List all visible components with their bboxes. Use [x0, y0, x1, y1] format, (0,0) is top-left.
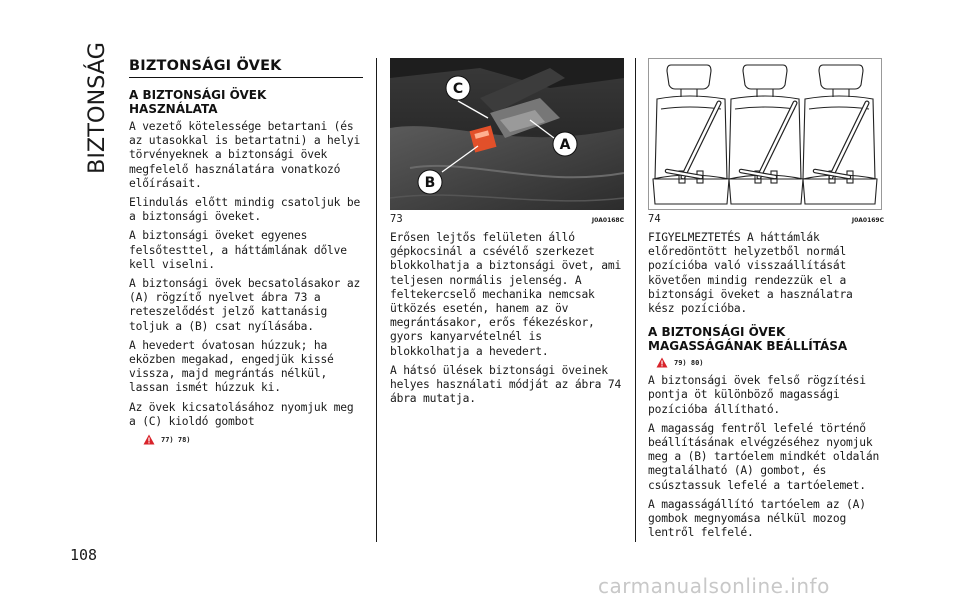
warning-refs: 79) 80): [674, 358, 704, 367]
figure-73-seatbelt-buckle: [390, 58, 624, 210]
callout-label-a: A: [559, 137, 571, 153]
subsection-title-line1: A BIZTONSÁGI ÖVEK: [129, 88, 267, 102]
warning-reference: [143, 434, 363, 445]
figure-caption: [390, 213, 624, 225]
paragraph: A magasság fentről lefelé történő beállításának elvégzéséhez nyomjuk meg a (B) tartóelem mindkét oldalán megtalálható (A) gombot, és csúsztassuk lefelé a tartóelemet.: [648, 421, 880, 492]
warning-triangle-icon: [656, 357, 668, 368]
column-1: [129, 58, 363, 445]
subsection-title-line1: A BIZTONSÁGI ÖVEK: [648, 325, 786, 340]
warning-triangle-icon: [143, 434, 155, 445]
paragraph: Az övek kicsatolásához nyomjuk meg a (C) kioldó gombot: [129, 400, 354, 428]
warning-refs: 77) 78): [161, 435, 191, 444]
figure-code: J0A0168C: [591, 217, 624, 224]
seatbelt-buckle-photo: [390, 58, 624, 210]
figure-number: 74: [648, 213, 661, 225]
rear-seats-line-drawing: [649, 59, 881, 209]
chapter-side-label: BIZTONSÁG: [85, 44, 110, 174]
paragraph: A vezető kötelessége betartani (és az utasokkal is betartatni) a helyi törvényeknek a biztonsági övek megfelelő használatára vonatkozó előírásait.: [129, 120, 361, 190]
section-title: BIZTONSÁGI ÖVEK: [129, 58, 363, 78]
paragraph: A hevedert óvatosan húzzuk; ha eközben megakad, engedjük kissé vissza, majd megrántás nélkül, lassan ismét húzzuk ki.: [129, 338, 334, 395]
page-number: 108: [70, 546, 98, 564]
figure-code: J0A0169C: [851, 217, 884, 224]
subsection-title: [129, 88, 363, 116]
paragraph: Erősen lejtős felületen álló gépkocsinál a csévélő szerkezet blokkolhatja a biztonsági övet, ami teljesen normális jelenség. A feltekercselő mechanika nemcsak ütközés esetén, hanem az öv megrántásakor, erős fékezéskor, gyors kanyarvételnél is blokkolhatja a hevedert.: [390, 231, 622, 358]
paragraph: A biztonsági öveket egyenes felsőtesttel, a háttámlának dőlve kell viselni.: [129, 229, 347, 271]
watermark: carmanualsonline.info: [598, 574, 830, 598]
paragraph: A biztonsági övek becsatolásakor az (A) rögzítő nyelvet ábra 73 a reteszelődést jelző kattanásig toljuk a (B) csat nyílásába.: [129, 277, 361, 333]
subsection-title-line2: HASZNÁLATA: [129, 102, 218, 116]
column-2: [390, 58, 624, 411]
paragraph: A biztonsági övek felső rögzítési pontja öt különböző magassági pozícióba állítható.: [648, 374, 866, 416]
column-divider: [376, 58, 377, 542]
figure-74-rear-seatbelts: [648, 58, 882, 210]
column-3: [648, 58, 884, 545]
figure-number: 73: [390, 213, 403, 225]
paragraph: Elindulás előtt mindig csatoljuk be a biztonsági öveket.: [129, 196, 361, 224]
paragraph: FIGYELMEZTETÉS A háttámlák előredöntött helyzetből normál pozícióba való visszaállítását követően mindig rendezzük el a biztonsági öveket a használatra kész pozícióba.: [648, 231, 853, 316]
figure-caption: [648, 213, 884, 225]
subsection-title-line2: MAGASSÁGÁNAK BEÁLLÍTÁSA: [648, 339, 848, 354]
chapter-side-tab: [80, 40, 110, 176]
column-divider: [635, 58, 636, 542]
subsection-title: [648, 325, 884, 353]
paragraph: A magasságállító tartóelem az (A) gombok megnyomása nélkül mozog lentről felfelé.: [648, 497, 866, 540]
callout-label-b: B: [424, 175, 436, 191]
callout-label-c: C: [452, 81, 464, 97]
paragraph: A hátsó ülések biztonsági öveinek helyes használati módját az ábra 74 ábra mutatja.: [390, 363, 622, 406]
warning-reference: [656, 357, 884, 368]
